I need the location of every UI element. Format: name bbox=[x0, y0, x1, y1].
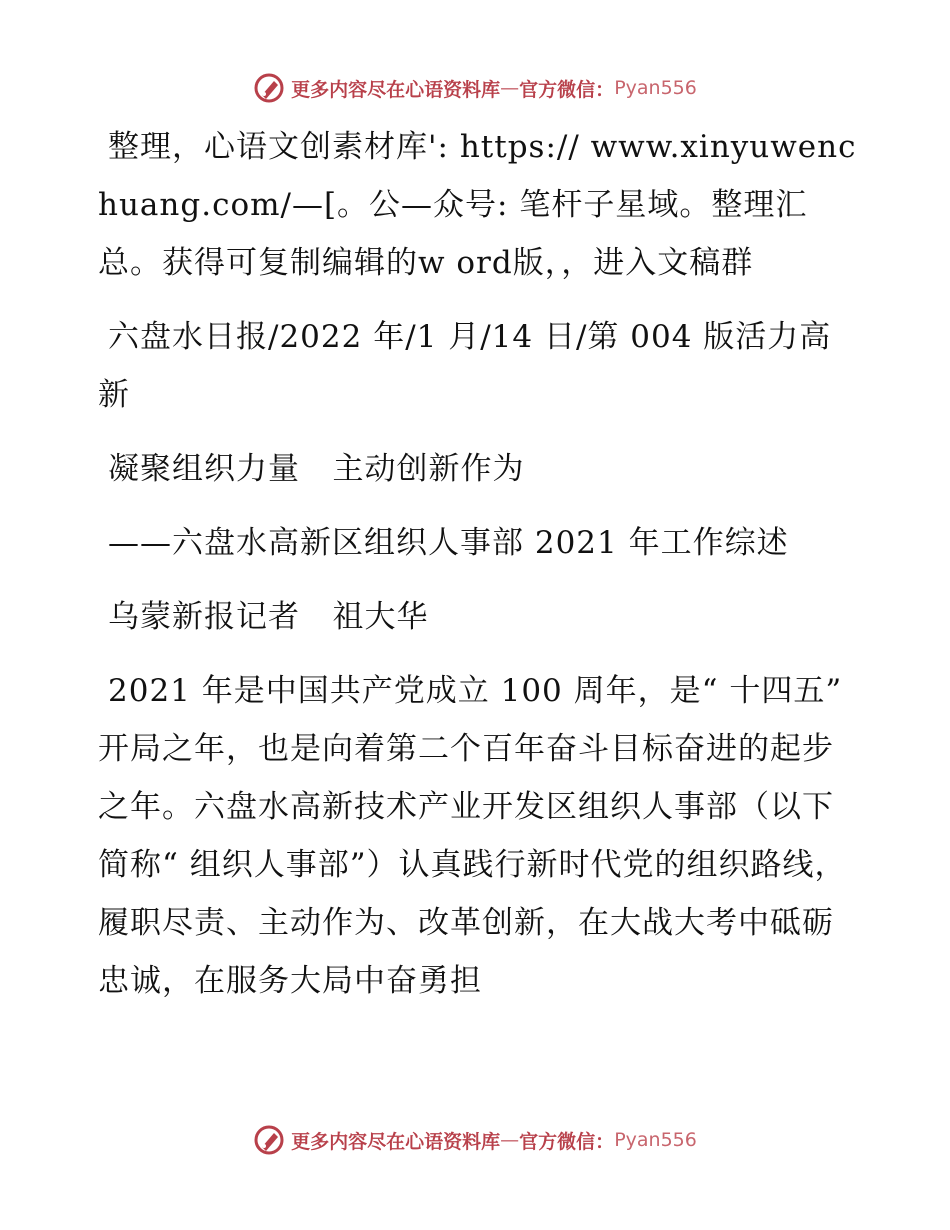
banner-main-text: 更多内容尽在心语资料库 bbox=[291, 1130, 501, 1153]
source-note: 整理，心语文创素材库': https:// www.xinyuwenchuang.com/—[。公—众号: 笔杆子星域。整理汇总。获得可复制编辑的w ord版，，进入文稿群 bbox=[98, 129, 857, 281]
footer-watermark-banner bbox=[0, 1124, 950, 1156]
header-watermark-banner bbox=[0, 72, 950, 104]
newspaper-reference: 六盘水日报/2022 年/1 月/14 日/第 004 版活力高新 bbox=[98, 319, 832, 413]
banner-separator: — bbox=[500, 77, 520, 99]
banner-wechat-id: Pyan556 bbox=[614, 1129, 697, 1151]
red-circle-pen-logo-icon bbox=[253, 1124, 285, 1156]
red-circle-pen-logo-icon bbox=[253, 72, 285, 104]
document-body bbox=[98, 118, 864, 1026]
banner-main-text: 更多内容尽在心语资料库 bbox=[291, 78, 501, 101]
banner-official-text: 官方微信： bbox=[519, 1130, 615, 1153]
banner-official-text: 官方微信： bbox=[519, 78, 615, 101]
article-subheadline: ——六盘水高新区组织人事部 2021 年工作综述 bbox=[108, 525, 789, 561]
article-byline: 乌蒙新报记者 祖大华 bbox=[108, 599, 429, 635]
article-paragraph: 2021 年是中国共产党成立 100 周年，是“ 十四五” 开局之年，也是向着第二个百年奋斗目标奋进的起步之年。六盘水高新技术产业开发区组织人事部（以下简称“ 组织人事部”）认真践行新时代党的组织路线，履职尽责、主动作为、改革创新，在大战大考中砥砺忠诚，在服务大局中奋勇担 bbox=[98, 673, 864, 999]
article-headline: 凝聚组织力量 主动创新作为 bbox=[108, 451, 525, 487]
banner-wechat-id: Pyan556 bbox=[614, 77, 697, 99]
banner-separator: — bbox=[500, 1129, 520, 1151]
